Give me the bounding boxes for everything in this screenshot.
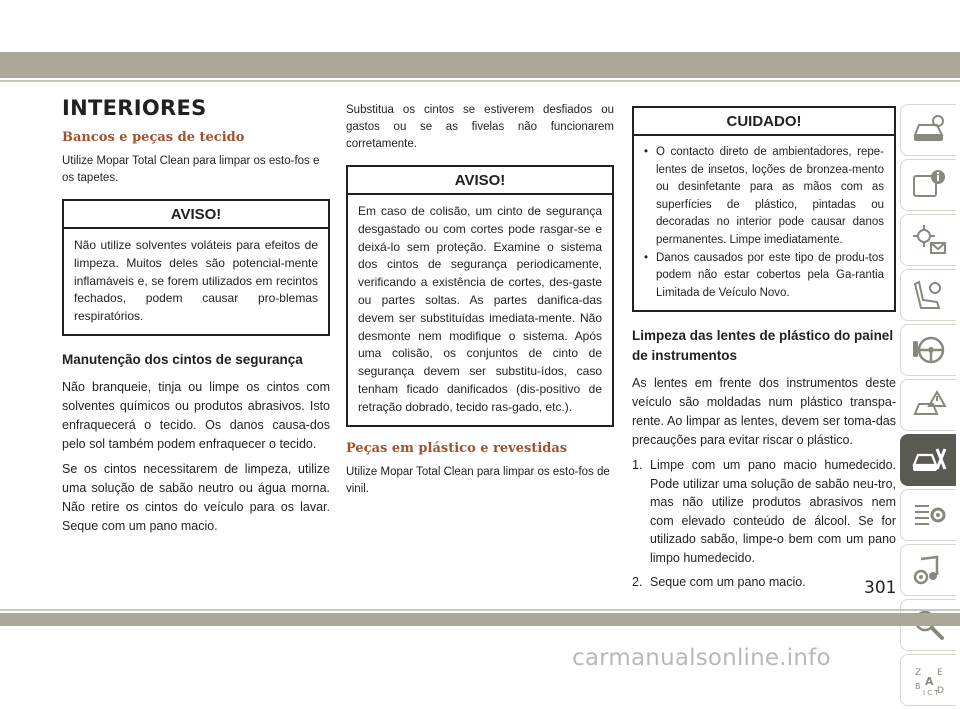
caution-box (632, 106, 896, 312)
subtitle-belts: Manutenção dos cintos de segurança (62, 351, 303, 367)
subtitle-lenses: Limpeza das lentes de plástico do painel de instrumentos (632, 328, 894, 364)
page-number: 301 (864, 578, 897, 598)
seat-airbag-icon (911, 278, 947, 312)
svg-text:A: A (924, 675, 934, 688)
language-index-icon (911, 663, 947, 697)
hazard-car-icon (911, 388, 947, 422)
warning-lights-icon (911, 223, 947, 257)
tab-service-tools[interactable] (900, 434, 956, 486)
paragraph-belts-2: Se os cintos necessitarem de limpeza, utilize uma solução de sabão neutro ou água morna. Não retire os cintos do veículo para os lavar. Seque com um pano macio. (62, 461, 330, 533)
list-item (632, 456, 896, 567)
top-band-rule (0, 80, 960, 82)
list-item: • Danos causados por este tipo de produ-tos podem não estar cobertos pela Ga-rantia Limitada de Veículo Novo. (644, 250, 884, 303)
caution-body (634, 136, 894, 310)
multimedia-icon (911, 553, 947, 587)
step-number: 1. (632, 458, 643, 473)
steering-wheel-icon (911, 333, 947, 367)
tab-seat-airbag[interactable] (900, 269, 956, 321)
top-band (0, 52, 960, 78)
caution-list (644, 144, 884, 302)
paragraph-replace: Substitua os cintos se estiverem desfiados ou gastos ou se as fivelas não funcionarem corretamente. (346, 104, 614, 150)
column-3 (632, 106, 896, 598)
car-info-icon (911, 168, 947, 202)
subtitle-plastic: Peças em plástico e revestidas (346, 440, 568, 456)
column-1 (62, 96, 330, 542)
warning-title: AVISO! (64, 201, 328, 229)
list-item: • O contacto direto de ambientadores, repe-lentes de insetos, loções de bronzea-mento ou desinfetante para as mãos com as superfícies de plástico, pintadas ou decoradas no interior pode causar danos permanentes. Limpe imediatamente. (644, 144, 884, 250)
bottom-band (0, 613, 960, 626)
warning-title: AVISO! (348, 167, 612, 195)
step-number: 2. (632, 575, 643, 590)
warning-box-solvents (62, 199, 330, 336)
column-2 (346, 102, 614, 506)
caution-title: CUIDADO! (634, 108, 894, 136)
tab-car-info[interactable] (900, 159, 956, 211)
car-key-icon (911, 113, 947, 147)
tab-car-key[interactable] (900, 104, 956, 156)
paragraph-fabric: Utilize Mopar Total Clean para limpar os esto-fos e os tapetes. (62, 155, 320, 184)
tab-language-index[interactable] (900, 654, 956, 706)
svg-text:I C T: I C T (922, 689, 939, 697)
step-text: Seque com um pano macio. (650, 575, 806, 590)
warning-box-belts (346, 165, 614, 427)
tab-multimedia[interactable] (900, 544, 956, 596)
svg-text:D: D (936, 686, 944, 696)
steps-list (632, 456, 896, 592)
svg-text:Z: Z (914, 668, 921, 678)
paragraph-belts-1: Não branqueie, tinja ou limpe os cintos com solventes químicos ou produtos abrasivos. Isto enfraquecerá o tecido. Os danos causa-dos pelo sol também podem enfraquecer o tecido. (62, 379, 330, 451)
paragraph-plastic: Utilize Mopar Total Clean para limpar os esto-fos de vinil. (346, 465, 610, 495)
tab-steering-wheel[interactable] (900, 324, 956, 376)
step-text: Limpe com um pano macio humedecido. Pode utilizar uma solução de sabão neu-tro, mas não utilize produtos abrasivos nem com elevado conteúdo de álcool. Se for utilizado sabão, limpe-o bem com um pano limpo humedecido. (650, 458, 896, 565)
list-item (632, 573, 896, 592)
svg-text:E: E (936, 668, 943, 678)
subtitle-fabric: Bancos e peças de tecido (62, 130, 245, 145)
svg-text:B: B (914, 682, 920, 691)
service-tools-icon (911, 443, 947, 477)
warning-body: Em caso de colisão, um cinto de segurança desgastado ou com cortes pode rasgar-se e deixá-lo sem proteção. Examine o sistema dos cintos de segurança periodicamente, verificando a existência de cortes, des-gaste ou partes soltas. As partes danifica-das devem ser substituídas imediata-mente. Não desmonte nem modifique o sistema. Após uma colisão, os conjuntos de cinto de segurança devem ser substitu-ídos, caso tenham ficado danificados (dis-positivo de retração dobrado, tecido ras-gado, etc.). (358, 204, 602, 414)
bottom-band-rule (0, 609, 960, 611)
tab-hazard-car[interactable] (900, 379, 956, 431)
specs-gear-icon (911, 498, 947, 532)
tab-warning-lights[interactable] (900, 214, 956, 266)
tab-specs-gear[interactable] (900, 489, 956, 541)
watermark-text: carmanualsonline.info (572, 645, 831, 671)
paragraph-lenses: As lentes em frente dos instrumentos deste veículo são moldadas num plástico transpa-rente. Ao limpar as lentes, devem ser toma-das precauções para evitar riscar o plástico. (632, 376, 896, 448)
warning-body: Não utilize solventes voláteis para efeitos de limpeza. Muitos deles são potencial-mente inflamáveis e, se forem utilizados em recintos fechados, podem causar pro-blemas respiratórios. (74, 238, 318, 324)
section-title: INTERIORES (62, 96, 207, 120)
